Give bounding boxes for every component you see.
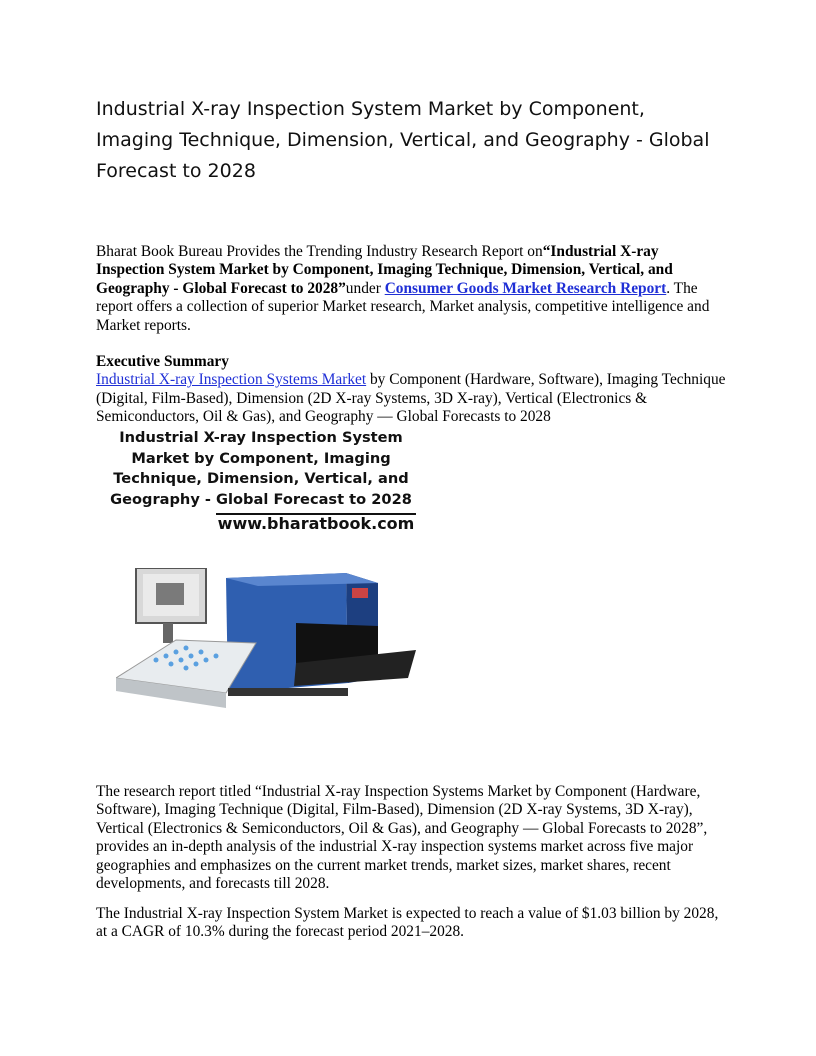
xray-machine-illustration bbox=[116, 568, 416, 728]
cover-title: Industrial X-ray Inspection System Market by Component, Imaging Technique, Dimension, Vertical, and Geography - Global Forecast to 2028 bbox=[110, 429, 412, 508]
intro-report-title: “Industrial X-ray Inspection System Market by Component, Imaging Technique, Dimension, Vertical, and Geography - Global Forecast to 2028” bbox=[96, 243, 673, 297]
intro-after-text: . The report offers a collection of superior Market research, Market analysis, competitive intelligence and Market reports. bbox=[96, 279, 710, 334]
executive-summary-heading: Executive Summary bbox=[96, 353, 229, 370]
forecast-paragraph: The Industrial X-ray Inspection System Market is expected to reach a value of $1.03 billion by 2028, at a CAGR of 10.3% during the forecast period 2021–2028. bbox=[96, 905, 719, 941]
page-title: Industrial X-ray Inspection System Market by Component, Imaging Technique, Dimension, Vertical, and Geography - Global Forecast to 2028 bbox=[96, 98, 710, 182]
report-cover-image bbox=[96, 428, 426, 728]
executive-summary-text: by Component (Hardware, Software), Imaging Technique (Digital, Film-Based), Dimension (2D X-ray Systems, 3D X-ray), Vertical (Electronics & Semiconductors, Oil & Gas), and Geography — Global Forecasts to 2028 bbox=[96, 371, 726, 426]
intro-text: Bharat Book Bureau Provides the Trending Industry Research Report on bbox=[96, 243, 543, 260]
cover-url: www.bharatbook.com bbox=[217, 514, 415, 533]
research-paragraph: The research report titled “Industrial X-ray Inspection Systems Market by Component (Hardware, Software), Imaging Technique (Digital, Film-Based), Dimension (2D X-ray Systems, 3D X-ray), Vertical (Electronics & Semiconductors, Oil & Gas), and Geography — Global Forecasts to 2028”, provides an in-depth analysis of the industrial X-ray inspection systems market across five major geographies and emphasizes on the current market trends, market sizes, market shares, recent developments, and forecasts till 2028. bbox=[96, 783, 708, 893]
xray-market-link[interactable]: Industrial X-ray Inspection Systems Market bbox=[96, 371, 367, 389]
executive-summary bbox=[96, 353, 726, 427]
consumer-goods-link[interactable]: Consumer Goods Market Research Report bbox=[384, 279, 667, 297]
intro-paragraph bbox=[96, 243, 726, 335]
intro-under-text: under bbox=[345, 279, 385, 297]
